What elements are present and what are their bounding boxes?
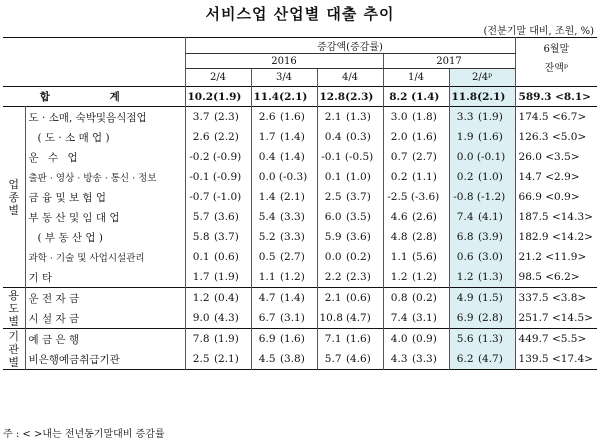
table-row: [3, 288, 597, 309]
rate: (2.3): [345, 90, 374, 103]
value: 5.2: [258, 231, 276, 243]
balance-header-line1: 6월말: [543, 44, 570, 55]
balance: 174.5 <6.7>: [515, 107, 597, 128]
value: 0.4: [258, 151, 276, 163]
rate: (1.2): [279, 271, 305, 283]
value: 8.2: [389, 90, 408, 103]
rate: (3.1): [411, 312, 437, 324]
rate: (2.8): [411, 231, 437, 243]
balance: 66.9 <0.9>: [515, 187, 597, 207]
value: 2.2: [324, 271, 342, 283]
rate: (0.6): [213, 251, 239, 263]
value: 1.2: [456, 271, 474, 283]
value: 11.8: [451, 90, 478, 103]
rate: (1.8): [411, 111, 437, 123]
value: 0.0: [456, 151, 474, 163]
table-row: [3, 349, 597, 370]
loan-table: [3, 37, 597, 370]
rate: (1.4): [279, 151, 305, 163]
rate: (1.9): [213, 90, 242, 103]
value: 5.7: [192, 211, 210, 223]
rate: (2.7): [411, 151, 437, 163]
year-2016: 2016: [185, 54, 383, 69]
balance: 182.9 <14.2>: [515, 227, 597, 247]
rate: (5.6): [411, 251, 437, 263]
rate: (3.5): [345, 211, 371, 223]
value: 4.7: [258, 292, 276, 304]
quarter-3: 4/4: [317, 69, 383, 87]
value: 0.5: [258, 251, 276, 263]
value: 0.7: [390, 151, 408, 163]
value: 2.1: [324, 292, 342, 304]
rate: (3.8): [279, 353, 305, 365]
row-label: 예 금 은 행: [25, 329, 185, 350]
value: 2.1: [324, 111, 342, 123]
rate: (1.1): [411, 171, 437, 183]
balance: 26.0 <3.5>: [515, 147, 597, 167]
rate: (2.8): [477, 312, 503, 324]
rate: (0.3): [345, 131, 371, 143]
value: 6.9: [258, 333, 276, 345]
value: 10.2: [187, 90, 214, 103]
table-row: [3, 107, 597, 128]
value: 7.4: [456, 211, 474, 223]
value: 5.6: [456, 333, 474, 345]
value: 0.2: [390, 171, 408, 183]
value: 1.9: [456, 131, 474, 143]
value: 7.4: [390, 312, 408, 324]
balance-header: [515, 38, 597, 87]
value: 5.4: [258, 211, 276, 223]
balance: 21.2 <11.9>: [515, 247, 597, 267]
page-title: 서비스업 산업별 대출 추이: [205, 5, 395, 23]
category-usage-label: 용도별: [8, 288, 20, 328]
value: 4.6: [390, 211, 408, 223]
value: 0.2: [456, 171, 474, 183]
change-header: 증감액(증감률): [185, 38, 515, 54]
value: -0.7: [189, 191, 210, 203]
value: 6.0: [324, 211, 342, 223]
footnote: 주 : < >내는 전년동기말대비 증감률: [3, 429, 165, 440]
balance: 187.5 <14.3>: [515, 207, 597, 227]
table-row: [3, 247, 597, 267]
value: 0.1: [324, 171, 342, 183]
rate: (1.2): [411, 271, 437, 283]
rate: (2.6): [411, 211, 437, 223]
value: 0.0: [324, 251, 342, 263]
rate: (3.3): [279, 231, 305, 243]
table-row: [3, 308, 597, 329]
row-label: 도 · 소매, 숙박및음식점업: [25, 107, 185, 128]
rate: (4.7): [345, 312, 371, 324]
rate: (3.6): [213, 211, 239, 223]
table-row: [3, 147, 597, 167]
rate: (-0.1): [476, 151, 506, 163]
table-row: [3, 267, 597, 288]
rate: (-3.6): [410, 191, 440, 203]
rate: (1.9): [477, 111, 503, 123]
rate: (3.0): [477, 251, 503, 263]
rate: (1.4): [279, 131, 305, 143]
rate: (-0.9): [212, 171, 242, 183]
row-label: 부 동 산 및 임 대 업: [25, 207, 185, 227]
value: -0.1: [321, 151, 342, 163]
value: -0.2: [189, 151, 210, 163]
value: 1.1: [390, 251, 408, 263]
value: 6.8: [456, 231, 474, 243]
value: 2.5: [192, 353, 210, 365]
category-institution-label: 기관별: [8, 329, 20, 369]
value: -2.5: [387, 191, 408, 203]
value: 3.0: [390, 111, 408, 123]
rate: (1.3): [345, 111, 371, 123]
rate: (3.3): [411, 353, 437, 365]
category-institution: [3, 329, 25, 370]
category-industry: [3, 107, 25, 288]
table-row-total: [3, 87, 597, 107]
category-usage: [3, 288, 25, 329]
rate: (2.3): [345, 271, 371, 283]
rate: (3.6): [345, 231, 371, 243]
value: 6.7: [258, 312, 276, 324]
rate: (-1.2): [476, 191, 506, 203]
category-industry-label: 업종별: [8, 177, 20, 217]
year-2017: 2017: [383, 54, 515, 69]
table-row: [3, 187, 597, 207]
rate: (1.6): [279, 333, 305, 345]
rate: (1.6): [477, 131, 503, 143]
row-label: 운 전 자 금: [25, 288, 185, 309]
rate: (2.2): [213, 131, 239, 143]
value: 10.8: [319, 312, 343, 324]
rate: (1.0): [477, 171, 503, 183]
quarter-2: 3/4: [251, 69, 317, 87]
value: 3.3: [456, 111, 474, 123]
balance: 251.7 <14.5>: [515, 308, 597, 329]
rate: (3.1): [279, 312, 305, 324]
quarter-1: 2/4: [185, 69, 251, 87]
value: 4.9: [456, 292, 474, 304]
rate: (1.9): [213, 333, 239, 345]
table-row: [3, 127, 597, 147]
value: 9.0: [192, 312, 210, 324]
table-row: [3, 227, 597, 247]
rate: (1.5): [477, 292, 503, 304]
value: 4.3: [390, 353, 408, 365]
row-label: 운 수 업: [25, 147, 185, 167]
rate: (1.9): [213, 271, 239, 283]
rate: (-1.0): [212, 191, 242, 203]
balance: 449.7 <5.5>: [515, 329, 597, 350]
rate: (2.1): [477, 90, 506, 103]
value: 2.6: [258, 111, 276, 123]
rate: (-0.3): [278, 171, 308, 183]
rate: (2.1): [213, 353, 239, 365]
value: 0.0: [258, 171, 276, 183]
rate: (2.3): [213, 111, 239, 123]
balance: 337.5 <3.8>: [515, 288, 597, 309]
rate: (1.4): [411, 90, 440, 103]
table-row: [3, 167, 597, 187]
value: 2.6: [192, 131, 210, 143]
row-label: ( 도 · 소 매 업 ): [25, 127, 185, 147]
row-label: 합 계: [3, 87, 185, 107]
value: 4.8: [390, 231, 408, 243]
rate: (-0.5): [344, 151, 374, 163]
row-label: ( 부 동 산 업 ): [25, 227, 185, 247]
rate: (3.7): [345, 191, 371, 203]
value: 4.0: [390, 333, 408, 345]
rate: (4.3): [213, 312, 239, 324]
value: 5.8: [192, 231, 210, 243]
row-label: 과학 · 기술 및 사업시설관리: [25, 247, 185, 267]
rate: (4.1): [477, 211, 503, 223]
value: 5.7: [324, 353, 342, 365]
rate: (0.2): [345, 251, 371, 263]
rate: (0.9): [411, 333, 437, 345]
value: 5.9: [324, 231, 342, 243]
rate: (4.7): [477, 353, 503, 365]
rate: (1.6): [411, 131, 437, 143]
corner-cell: [3, 38, 185, 87]
row-label: 비은행예금취급기관: [25, 349, 185, 370]
rate: (1.6): [279, 111, 305, 123]
rate: (2.1): [279, 191, 305, 203]
row-label: 시 설 자 금: [25, 308, 185, 329]
unit-note: (전분기말 대비, 조원, %): [483, 26, 594, 37]
value: 6.2: [456, 353, 474, 365]
rate: (3.3): [279, 211, 305, 223]
rate: (0.4): [213, 292, 239, 304]
value: -0.1: [189, 171, 210, 183]
value: 2.5: [324, 191, 342, 203]
value: 1.1: [258, 271, 276, 283]
table-row: [3, 207, 597, 227]
value: 1.2: [192, 292, 210, 304]
value: 11.4: [253, 90, 280, 103]
quarter-4: 1/4: [383, 69, 449, 87]
rate: (0.6): [345, 292, 371, 304]
balance: 14.7 <2.9>: [515, 167, 597, 187]
rate: (1.4): [279, 292, 305, 304]
value: 4.5: [258, 353, 276, 365]
rate: (1.0): [345, 171, 371, 183]
rate: (-0.9): [212, 151, 242, 163]
value: 0.1: [192, 251, 210, 263]
value: 1.2: [390, 271, 408, 283]
balance: 126.3 <5.0>: [515, 127, 597, 147]
rate: (3.9): [477, 231, 503, 243]
rate: (4.6): [345, 353, 371, 365]
rate: (3.7): [213, 231, 239, 243]
value: 1.4: [258, 191, 276, 203]
value: 0.6: [456, 251, 474, 263]
rate: (1.6): [345, 333, 371, 345]
value: 2.0: [390, 131, 408, 143]
balance: 98.5 <6.2>: [515, 267, 597, 288]
balance-header-line2: 잔액ᵖ: [544, 63, 568, 74]
value: 7.1: [324, 333, 342, 345]
value: 0.4: [324, 131, 342, 143]
row-label: 기 타: [25, 267, 185, 288]
value: 3.7: [192, 111, 210, 123]
row-label: 금 융 및 보 험 업: [25, 187, 185, 207]
row-label: 출판 · 영상 · 방송 · 통신 · 정보: [25, 167, 185, 187]
value: 7.8: [192, 333, 210, 345]
rate: (1.3): [477, 333, 503, 345]
value: 1.7: [258, 131, 276, 143]
value: 0.8: [390, 292, 408, 304]
rate: (0.2): [411, 292, 437, 304]
quarter-5: 2/4ᵖ: [449, 69, 515, 87]
value: 1.7: [192, 271, 210, 283]
value: 6.9: [456, 312, 474, 324]
rate: (2.1): [279, 90, 308, 103]
balance: 139.5 <17.4>: [515, 349, 597, 370]
table-row: [3, 329, 597, 350]
rate: (2.7): [279, 251, 305, 263]
value: -0.8: [453, 191, 474, 203]
value: 12.8: [319, 90, 346, 103]
balance: 589.3 <8.1>: [515, 87, 597, 107]
rate: (1.3): [477, 271, 503, 283]
